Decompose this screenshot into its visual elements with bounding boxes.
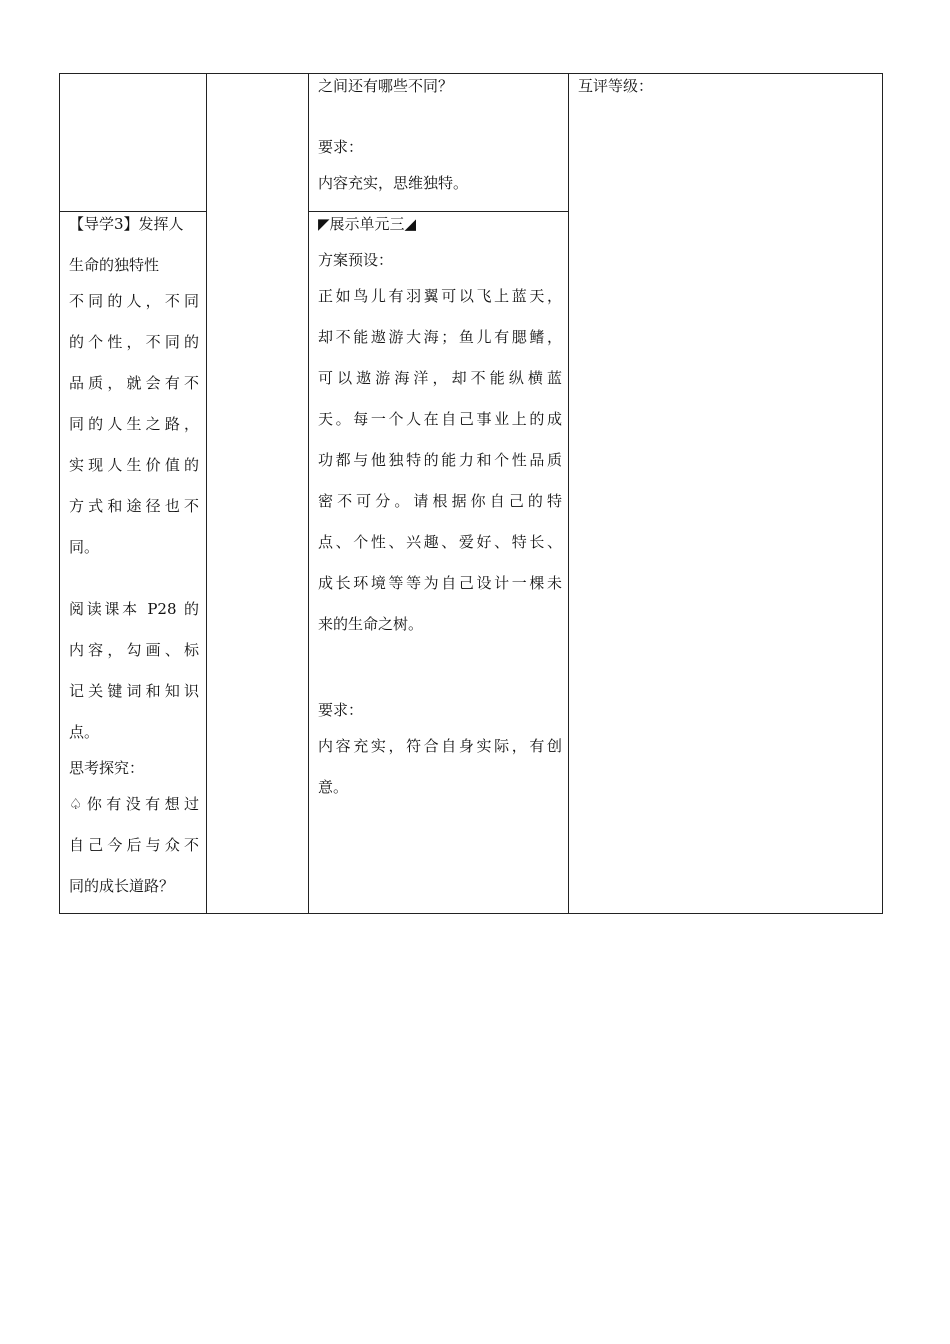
unit-title: ◤展示单元三◢	[318, 215, 417, 233]
requirement-label: 要求：	[318, 138, 364, 156]
guide-paragraph-line: 不同的人，不同	[69, 292, 199, 310]
plan-text-line: 点、个性、兴趣、爱好、特长、	[318, 533, 562, 551]
question-line: ♤你有没有想过	[69, 795, 199, 813]
question-continuation: 之间还有哪些不同？	[318, 77, 454, 95]
requirement-label: 要求：	[318, 701, 364, 719]
reading-task-line: 内容，勾画、标	[69, 641, 199, 659]
guide-heading-line2: 生命的独特性	[69, 256, 160, 274]
reading-task-line: 记关键词和知识	[69, 682, 199, 700]
guide-paragraph-line: 同的人生之路，	[69, 415, 199, 433]
plan-text-line: 功都与他独特的能力和个性品质	[318, 451, 562, 469]
requirement-text: 内容充实，思维独特。	[318, 174, 469, 192]
plan-text-line: 密不可分。请根据你自己的特	[318, 492, 562, 510]
plan-text-line: 正如鸟儿有羽翼可以飞上蓝天，	[318, 287, 562, 305]
guide-heading: 【导学3】发挥人	[69, 215, 184, 233]
question-line: 同的成长道路？	[69, 877, 175, 895]
guide-paragraph-line: 品质，就会有不	[69, 374, 199, 392]
column-divider-3	[568, 73, 569, 914]
reading-task-line: 阅读课本 P28 的	[69, 600, 199, 618]
reading-task-line: 点。	[69, 723, 100, 741]
guide-paragraph-line: 实现人生价值的	[69, 456, 199, 474]
guide-paragraph-line: 方式和途径也不	[69, 497, 199, 515]
plan-text-line: 成长环境等等为自己设计一棵未	[318, 574, 562, 592]
plan-text-line: 却不能遨游大海；鱼儿有腮鳍，	[318, 328, 562, 346]
column-divider-2	[308, 73, 309, 914]
plan-text-line: 来的生命之树。	[318, 615, 424, 633]
peer-rating-label: 互评等级：	[578, 77, 654, 95]
plan-label: 方案预设：	[318, 251, 394, 269]
guide-paragraph-line: 的个性，不同的	[69, 333, 199, 351]
plan-text-line: 可以遨游海洋，却不能纵横蓝	[318, 369, 562, 387]
think-explore-label: 思考探究：	[69, 759, 145, 777]
requirement-text-line: 内容充实，符合自身实际，有创	[318, 737, 562, 755]
question-line: 自己今后与众不	[69, 836, 199, 854]
column-divider-1	[206, 73, 207, 914]
plan-text-line: 天。每一个人在自己事业上的成	[318, 410, 562, 428]
requirement-text-line: 意。	[318, 778, 349, 796]
guide-paragraph-line: 同。	[69, 538, 100, 556]
